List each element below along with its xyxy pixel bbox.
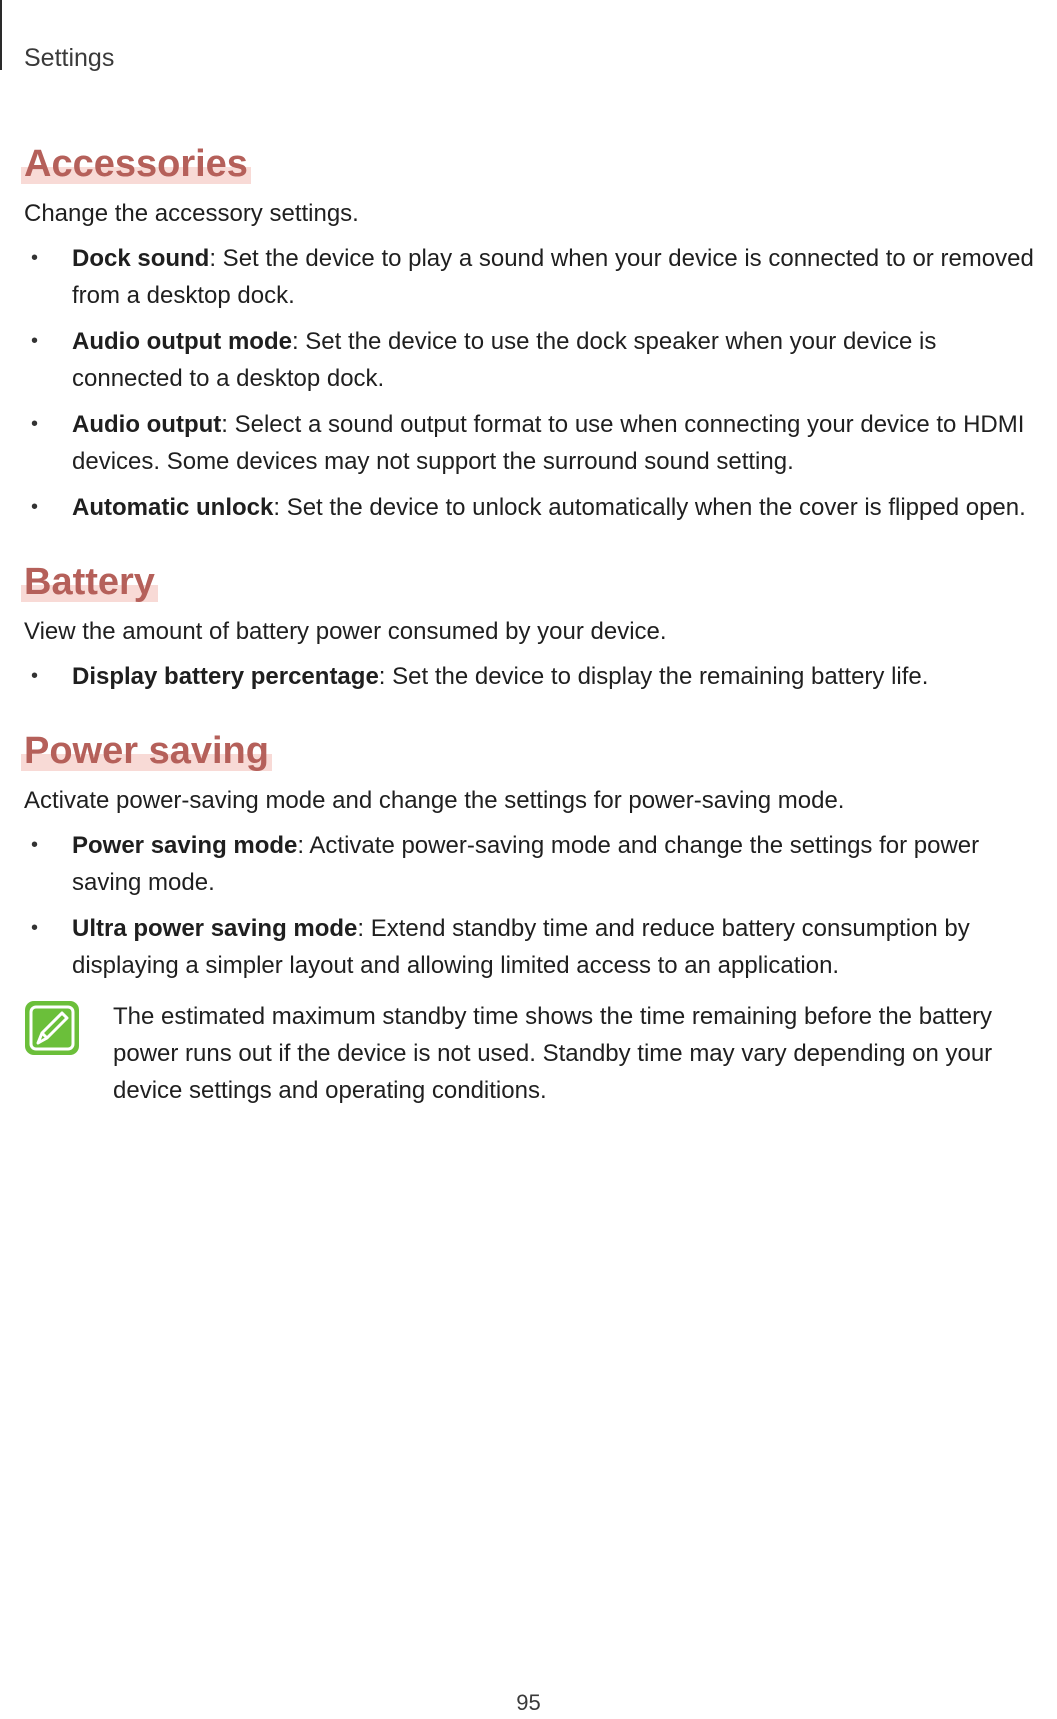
section-battery [24, 560, 1034, 695]
section-power-saving [24, 729, 1034, 1109]
bullet-icon: • [31, 665, 39, 687]
section-intro: Change the accessory settings. [24, 200, 359, 227]
list-item [24, 406, 1034, 480]
item-term: Dock sound [72, 245, 210, 272]
page-content [24, 142, 1034, 1143]
settings-list [24, 827, 1034, 984]
item-term: Power saving mode [72, 832, 298, 859]
item-description: : Select a sound output format to use when connecting your device to HDMI devices. Some devices may not support the surround sound setting. [72, 411, 1025, 475]
list-item [24, 827, 1034, 901]
note-pencil-icon [24, 1000, 80, 1056]
top-rule [0, 0, 2, 70]
section-heading: Accessories [24, 143, 248, 185]
list-item [24, 323, 1034, 397]
item-description: : Extend standby time and reduce battery consumption by displaying a simpler layout and allowing limited access to an application. [72, 915, 970, 979]
section-intro: Activate power-saving mode and change the settings for power-saving mode. [24, 787, 845, 814]
page-header: Settings [24, 44, 115, 72]
item-term: Audio output mode [72, 328, 292, 355]
section-accessories [24, 142, 1034, 526]
list-item [24, 910, 1034, 984]
bullet-icon: • [31, 917, 39, 939]
settings-list [24, 240, 1034, 526]
item-description: : Activate power-saving mode and change the settings for power saving mode. [72, 832, 980, 896]
bullet-icon: • [31, 247, 39, 269]
note-box [24, 998, 1034, 1109]
section-heading: Battery [24, 561, 155, 603]
item-term: Automatic unlock [72, 494, 274, 521]
settings-list [24, 658, 1034, 695]
section-heading: Power saving [24, 730, 269, 772]
item-description: : Set the device to display the remaining battery life. [378, 663, 929, 690]
list-item [24, 240, 1034, 314]
item-description: : Set the device to unlock automatically when the cover is flipped open. [273, 494, 1026, 521]
bullet-icon: • [31, 496, 39, 518]
bullet-icon: • [31, 330, 39, 352]
item-term: Display battery percentage [72, 663, 379, 690]
note-text: The estimated maximum standby time shows the time remaining before the battery power runs out if the device is not used. Standby time may vary depending on your device settings and operating conditions. [113, 1003, 993, 1104]
list-item [24, 658, 1034, 695]
item-description: : Set the device to use the dock speaker when your device is connected to a desktop dock. [72, 328, 937, 392]
page-number: 95 [516, 1690, 541, 1715]
item-term: Ultra power saving mode [72, 915, 358, 942]
item-description: : Set the device to play a sound when your device is connected to or removed from a desktop dock. [72, 245, 1034, 309]
list-item [24, 489, 1034, 526]
bullet-icon: • [31, 834, 39, 856]
bullet-icon: • [31, 413, 39, 435]
item-term: Audio output [72, 411, 222, 438]
section-intro: View the amount of battery power consumed by your device. [24, 618, 667, 645]
